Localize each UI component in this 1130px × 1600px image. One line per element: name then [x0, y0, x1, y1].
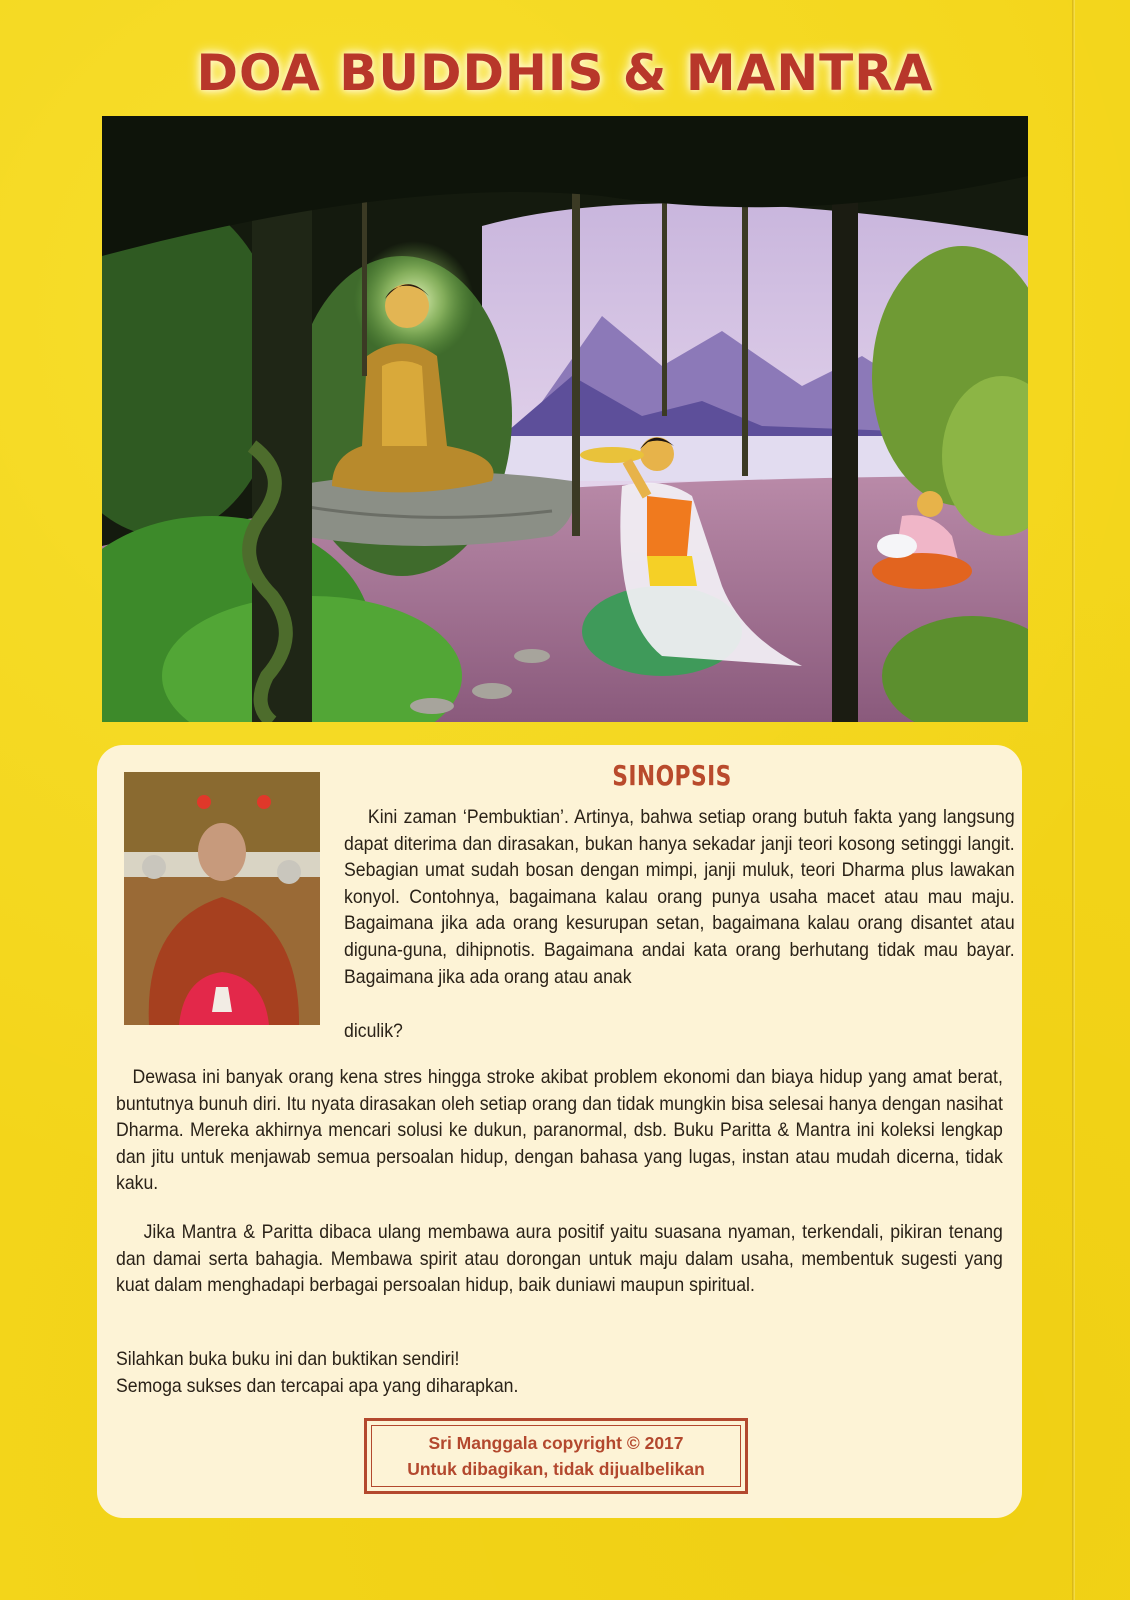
synopsis-paragraph-3: Jika Mantra & Paritta dibaca ulang membawa aura positif yaitu suasana nyaman, terkendali, pikiran tenang dan damai serta bahagia. Membawa spirit atau dorongan untuk maju dalam usaha, membentuk sugesti yang kuat dalam menghadapi berbagai persoalan hidup, baik duniawi maupun spiritual. [116, 1222, 1003, 1297]
spine-fold-line [1072, 0, 1075, 1600]
synopsis-paragraph-2: Dewasa ini banyak orang kena stres hingga stroke akibat problem ekonomi dan biaya hidup yang amat berat, buntutnya bunuh diri. Itu nyata dirasakan oleh setiap orang dan tidak mungkin bisa selesai hanya dengan nasihat Dharma. Mereka akhirnya mencari solusi ke dukun, paranormal, dsb. Buku Paritta & Mantra ini koleksi lengkap dan jitu untuk menjawab semua persoalan hidup, dengan bahasa yang lugas, instan atau mudah dicerna, tidak kaku. [116, 1067, 1003, 1195]
synopsis-closing [116, 1347, 1003, 1400]
copyright-line-1: Sri Manggala copyright © 2017 [428, 1433, 684, 1453]
copyright-box [364, 1418, 748, 1494]
copyright-box-inner [371, 1425, 741, 1487]
closing-line-2: Semoga sukses dan tercapai apa yang diharapkan. [116, 1375, 519, 1397]
synopsis-paragraph-1: Kini zaman ‘Pembuktian’. Artinya, bahwa setiap orang butuh fakta yang langsung dapat diterima dan dirasakan, bukan hanya sekadar janji teori kosong setinggi langit. Sebagian umat sudah bosan dengan mimpi, janji muluk, teori Dharma plus lawakan konyol. Contohnya, bagaimana kalau orang punya usaha macet atau mau maju. Bagaimana jika ada orang kesurupan setan, bagaimana kalau orang disantet atau diguna-guna, dihipnotis. Bagaimana andai kata orang berhutang tidak mau bayar. Bagaimana jika ada orang atau anak [344, 807, 1015, 988]
book-title: DOA BUDDHIS & MANTRA [196, 44, 934, 102]
synopsis-panel [97, 745, 1022, 1518]
author-photo [124, 772, 320, 1025]
closing-line-1: Silahkan buka buku ini dan buktikan sendiri! [116, 1349, 460, 1370]
synopsis-heading: SINOPSIS [612, 759, 732, 792]
copyright-line-2: Untuk dibagikan, tidak dijualbelikan [407, 1459, 705, 1479]
synopsis-paragraph-1-end: diculik? [344, 1021, 403, 1042]
cover-illustration [102, 116, 1028, 722]
